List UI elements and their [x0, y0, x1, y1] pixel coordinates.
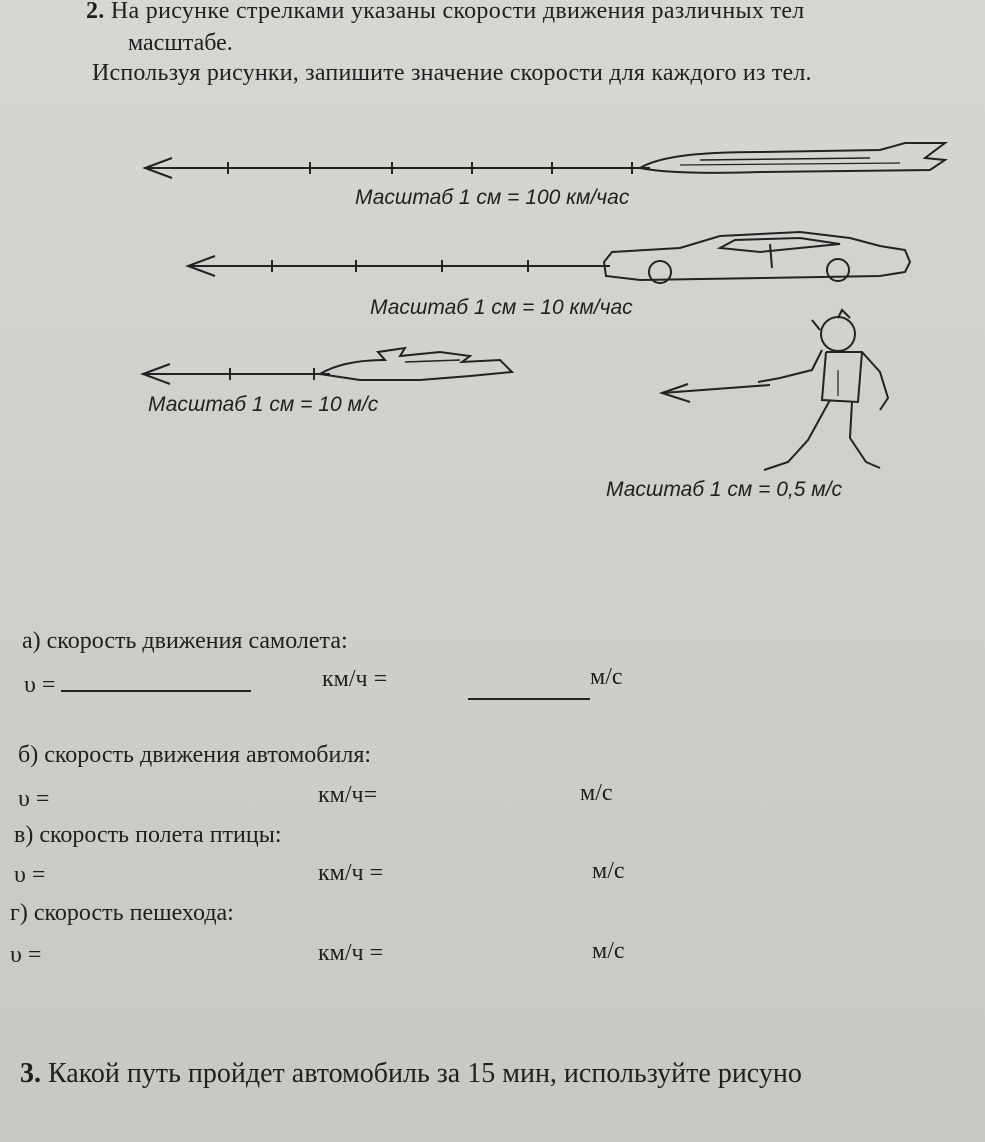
question-c-kmh: км/ч =	[318, 860, 384, 886]
task2-line3: Используя рисунки, запишите значение скорости для каждого из тел.	[92, 60, 812, 86]
question-c-v: υ =	[14, 862, 46, 888]
airplane-drawing	[640, 143, 945, 173]
pedestrian-velocity-arrow	[662, 384, 770, 402]
task2-number: 2.	[86, 0, 105, 24]
question-c-label: в) скорость полета птицы:	[14, 822, 282, 848]
question-b-label: б) скорость движения автомобиля:	[18, 742, 372, 768]
plane-velocity-arrow	[145, 158, 650, 178]
question-a-kmh: км/ч =	[322, 666, 388, 692]
task3-text: Какой путь пройдет автомобиль за 15 мин, используйте рисуно	[48, 1058, 802, 1089]
bird-drawing	[320, 348, 512, 380]
task3-line	[20, 1058, 802, 1090]
question-b-ms: м/с	[580, 780, 613, 806]
velocity-symbol: υ =	[24, 672, 56, 698]
question-b-v: υ =	[18, 786, 50, 812]
question-d-ms: м/с	[592, 938, 625, 964]
velocity-figures	[0, 0, 985, 560]
task2-line1-text: На рисунке стрелками указаны скорости движения различных тел	[110, 0, 805, 24]
question-d-v: υ =	[10, 942, 42, 968]
question-a-label: а) скорость движения самолета:	[22, 628, 348, 654]
car-scale-label: Масштаб 1 см = 10 км/час	[370, 296, 633, 319]
car-drawing	[604, 232, 910, 283]
question-a-row	[24, 672, 251, 699]
pedestrian-scale-label: Масштаб 1 см = 0,5 м/с	[606, 478, 843, 501]
bird-velocity-arrow	[143, 364, 330, 384]
question-c-ms: м/с	[592, 858, 625, 884]
task2-line2: масштабе.	[128, 30, 233, 56]
bird-scale-label: Масштаб 1 см = 10 м/с	[148, 393, 379, 416]
answer-blank-ms[interactable]	[468, 697, 590, 700]
pedestrian-drawing	[758, 310, 888, 470]
question-a-ms: м/с	[590, 664, 623, 690]
question-d-kmh: км/ч =	[318, 940, 384, 966]
answer-blank-kmh[interactable]	[61, 689, 251, 692]
plane-scale-label: Масштаб 1 см = 100 км/час	[355, 186, 630, 209]
car-velocity-arrow	[188, 256, 610, 276]
question-d-label: г) скорость пешехода:	[10, 900, 234, 926]
task3-number: 3.	[20, 1058, 41, 1089]
question-b-kmh: км/ч=	[318, 782, 378, 808]
